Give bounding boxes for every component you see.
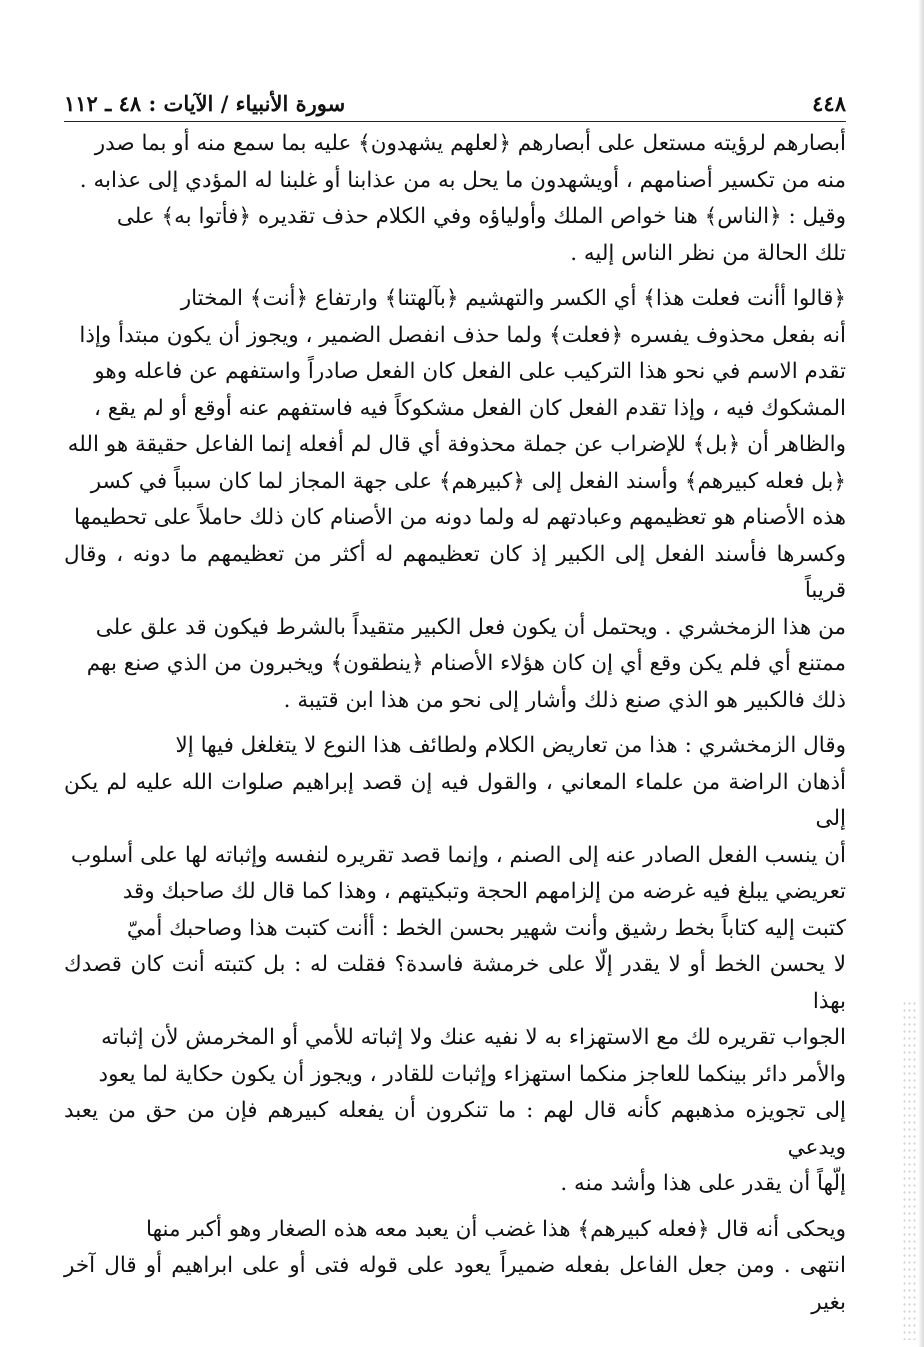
scan-edge-shadow: [918, 0, 924, 1347]
paragraph-4: ويحكى أنه قال ﴿فعله كبيرهم﴾ هذا غضب أن يعبد معه هذه الصغار وهو أكبر منها انتهى . ومن جعل الفاعل بفعله ضميراً يعود على قوله فتى أو على ابراهيم أو قال آخر بغير: [64, 1216, 846, 1315]
page-number: ٤٤٨: [812, 91, 846, 116]
chapter-title: سورة الأنبياء / الآيات : ٤٨ ـ ١١٢: [64, 91, 346, 116]
header-divider: [64, 121, 846, 122]
paragraph-1: أبصارهم لرؤيته مستعل على أبصارهم ﴿لعلهم يشهدون﴾ عليه بما سمع منه أو بما صدر منه من تكسير أصنامهم ، أويشهدون ما يحل به من عذابنا أو غلبنا له المؤدي إلى عذابه . وقيل : ﴿الناس﴾ هنا خواص الملك وأولياؤه وفي الكلام حذف تقديره ﴿فأتوا به﴾ على تلك الحالة من نظر الناس إليه .: [79, 131, 846, 266]
paragraph-3: وقال الزمخشري : هذا من تعاريض الكلام ولطائف هذا النوع لا يتغلغل فيها إلا أذهان الراضة من علماء المعاني ، والقول فيه إن قصد إبراهيم صلوات الله عليه لم يكن إلى أن ينسب الفعل الصادر عنه إلى الصنم ، وإنما قصد تقريره لنفسه وإثباته لها على أسلوب تعريضي يبلغ فيه غرضه من إلزامهم الحجة وتبكيتهم ، وهذا كما قال لك صاحبك وقد كتبت إليه كتاباً بخط رشيق وأنت شهير بحسن الخط : أأنت كتبت هذا وصاحبك أميّ لا يحسن الخط أو لا يقدر إلّا على خرمشة فاسدة؟ فقلت له : بل كتبته أنت كان قصدك بهذا الجواب تقريره لك مع الاستهزاء به لا نفيه عنك ولا إثباته للأمي أو المخرمش لأن إثباته والأمر دائر بينكما للعاجز منكما استهزاء وإثبات للقادر ، ويجوز أن يكون حكاية لما يعود إلى تجويزه مذهبهم كأنه قال لهم : ما تنكرون أن يفعله كبيرهم فإن من حق من يعبد ويدعي إلّهاً أن يقدر على هذا وأشد منه .: [64, 733, 846, 1196]
page-body: [64, 126, 846, 1321]
paragraph-2: ﴿قالوا أأنت فعلت هذا﴾ أي الكسر والتهشيم ﴿بآلهتنا﴾ وارتفاع ﴿أنت﴾ المختار أنه بفعل محذوف يفسره ﴿فعلت﴾ ولما حذف انفصل الضمير ، ويجوز أن يكون مبتدأ وإذا تقدم الاسم في نحو هذا التركيب على الفعل كان الفعل صادراً واستفهم عن فاعله وهو المشكوك فيه ، وإذا تقدم الفعل كان الفعل مشكوكاً فيه فاستفهم عنه أوقع أو لم يقع ، والظاهر أن ﴿بل﴾ للإضراب عن جملة محذوفة أي قال لم أفعله إنما الفاعل حقيقة هو الله ﴿بل فعله كبيرهم﴾ وأسند الفعل إلى ﴿كبيرهم﴾ على جهة المجاز لما كان سبباً في كسر هذه الأصنام هو تعظيمهم وعبادتهم له ولما دونه من الأصنام كان ذلك حاملاً على تحطيمها وكسرها فأسند الفعل إلى الكبير إذ كان تعظيمهم له أكثر من تعظيمهم ما دونه ، وقال قريباً من هذا الزمخشري . ويحتمل أن يكون فعل الكبير متقيداً بالشرط فيكون قد علق على ممتنع أي فلم يكن وقع أي إن كان هؤلاء الأصنام ﴿ينطقون﴾ ويخبرون من الذي صنع بهم ذلك فالكبير هو الذي صنع ذلك وأشار إلى نحو من هذا ابن قتيبة .: [64, 286, 846, 713]
page-header: [64, 88, 846, 120]
scan-speckle: [902, 1000, 916, 1340]
